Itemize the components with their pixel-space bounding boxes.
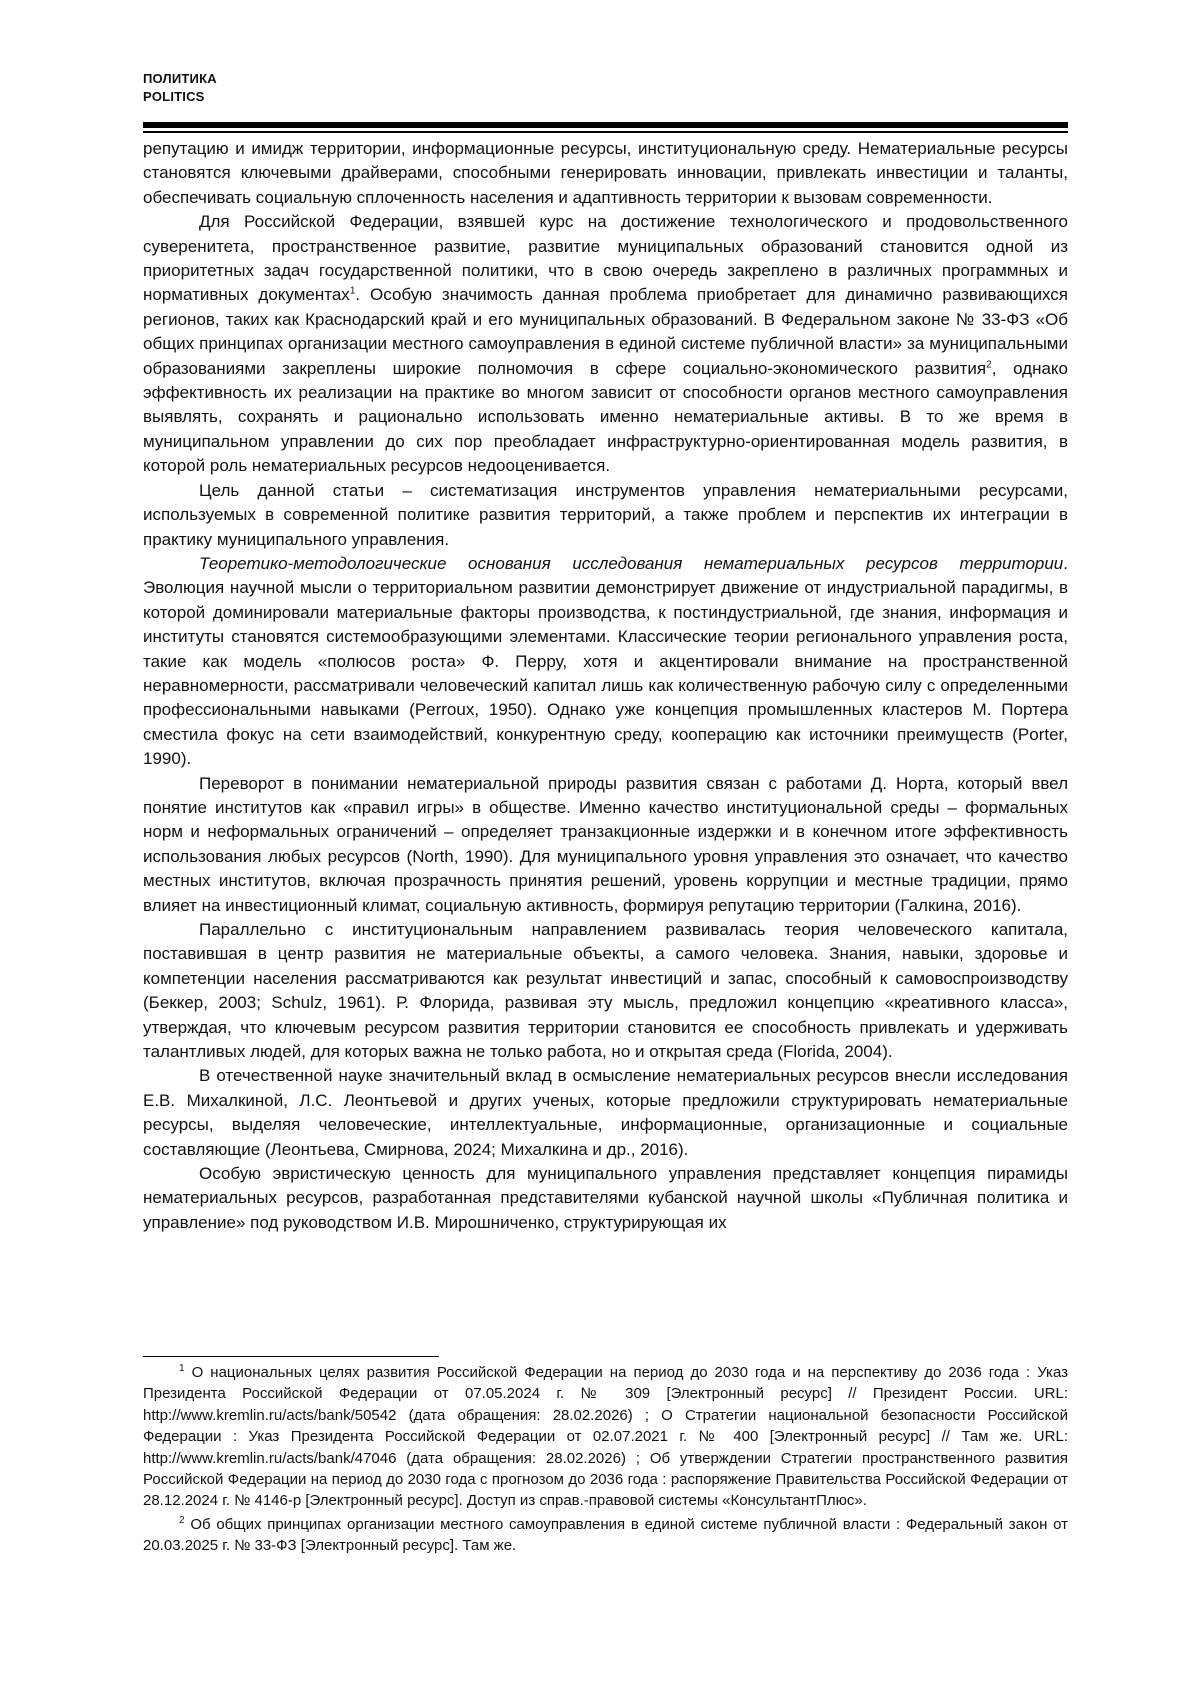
article-body <box>143 137 1068 1235</box>
paragraph-2-text-a: Для Российской Федерации, взявшей курс на достижение технологического и продовольственного суверенитета, пространственное развитие, развитие муниципальных образований становится одной из приоритетных задач государственной политики, что в свою очередь закреплено в различных программных и нормативных документах <box>143 212 1068 305</box>
footnote-2 <box>143 1514 1068 1557</box>
paragraph-3: Цель данной статьи – систематизация инструментов управления нематериальными ресурсами, используемых в современной политике развития территорий, а также проблем и перспектив их интеграции в практику муниципального управления. <box>143 480 1068 549</box>
footnote-ref-2[interactable]: 2 <box>986 359 992 370</box>
footnote-ref-1[interactable]: 1 <box>349 285 356 297</box>
paragraph-5: Переворот в понимании нематериальной природы развития связан с работами Д. Норта, который ввел понятие институтов как «правил игры» в обществе. Именно качество институциональной среды – формальных норм и неформальных ограничений – определяет транзакционные издержки и в конечном итоге эффективность использования любых ресурсов (North, 1990). Для муниципального уровня управления это означает, что качество местных институтов, включая прозрачность принятия решений, уровень коррупции и местные традиции, прямо влияет на инвестиционный климат, социальную активность, формируя репутацию территории (Галкина, 2016). <box>143 773 1068 915</box>
paragraph-7: В отечественной науке значительный вклад в осмысление нематериальных ресурсов внесли исследования Е.В. Михалкиной, Л.С. Леонтьевой и других ученых, которые предложили структурировать нематериальные ресурсы, выделяя человеческие, интеллектуальные, информационные, организационные и социальные составляющие (Леонтьева, Смирнова, 2024; Михалкина и др., 2016). <box>143 1066 1068 1159</box>
paragraph-4 <box>143 552 1068 772</box>
running-head <box>143 70 217 106</box>
paragraph-6: Параллельно с институциональным направлением развивалась теория человеческого капитала, поставившая в центр развития не материальные объекты, а самого человека. Знания, навыки, здоровье и компетенции населения рассматриваются как результат инвестиций и запас, способный к самовоспроизводству (Беккер, 2003; Schulz, 1961). Р. Флорида, развивая эту мысль, предложил концепцию «креативного класса», утверждая, что ключевым ресурсом развития территории становится ее способность привлекать и удерживать талантливых людей, для которых важна не только работа, но и открытая среда (Florida, 2004). <box>143 920 1068 1062</box>
footnote-1 <box>143 1362 1068 1512</box>
footnote-2-text: Об общих принципах организации местного самоуправления в единой системе публичной власти : Федеральный закон от 20.03.2025 г. № 33-ФЗ [Электронный ресурс]. Там же. <box>143 1515 1068 1555</box>
paragraph-2-text-c: , однако эффективность их реализации на практике во многом зависит от способности органов местного самоуправления выявлять, сохранять и рационально использовать именно нематериальные активы. В то же время в муниципальном управлении до сих пор преобладает инфраструктурно-ориентированная модель развития, в которой роль нематериальных ресурсов недооценивается. <box>143 358 1068 476</box>
footnote-2-mark: 2 <box>179 1514 185 1526</box>
footnote-1-text: О национальных целях развития Российской Федерации на период до 2030 года и на перспективу до 2036 года : Указ Президента Российской Федерации от 07.05.2024 г. № 309 [Электронный ресурс] // Президент России. URL: http://www.kremlin.ru/acts/bank/50542 (дата обращения: 28.02.2026) ; О Стратегии национальной безопасности Российской Федерации : Указ Президента Российской Федерации от 02.07.2021 г. № 400 [Электронный ресурс] // Там же. URL: http://www.kremlin.ru/acts/bank/47046 (дата обращения: 28.02.2026) ; Об утверждении Стратегии пространственного развития Российской Федерации на период до 2030 года с прогнозом до 2036 года : распоряжение Правительства Российской Федерации от 28.12.2024 г. № 4146-р [Электронный ресурс]. Доступ из справ.-правовой системы «КонсультантПлюс». <box>143 1364 1068 1510</box>
paragraph-1: репутацию и имидж территории, информационные ресурсы, институциональную среду. Нематериальные ресурсы становятся ключевыми драйверами, способными генерировать инновации, привлекать инвестиции и таланты, обеспечивать социальную сплоченность населения и адаптивность территории к вызовам современности. <box>143 139 1068 207</box>
header-rule-thick <box>143 122 1068 128</box>
paragraph-8: Особую эвристическую ценность для муниципального управления представляет концепция пирамиды нематериальных ресурсов, разработанная представителями кубанской научной школы «Публичная политика и управление» под руководством И.В. Мирошниченко, структурирующая их <box>143 1164 1068 1232</box>
section-title-ru: ПОЛИТИКА <box>143 71 217 86</box>
footnote-separator <box>143 1356 439 1357</box>
section-lead-in: Теоретико-методологические основания исследования нематериальных ресурсов территории <box>199 553 1064 573</box>
footnote-1-mark: 1 <box>179 1363 185 1374</box>
header-rule-thin <box>143 131 1068 133</box>
footnotes <box>143 1362 1068 1557</box>
paragraph-2-text-b: . Особую значимость данная проблема приобретает для динамично развивающихся регионов, таких как Краснодарский край и его муниципальных образований. В Федеральном законе № 33-ФЗ «Об общих принципах организации местного самоуправления в единой системе публичной власти» за муниципальными образованиями закреплены широкие полномочия в сфере социально-экономического развития <box>143 285 1068 378</box>
paragraph-2 <box>143 210 1068 478</box>
paragraph-4-text: . Эволюция научной мысли о территориальном развитии демонстрирует движение от индустриальной парадигмы, в которой доминировали материальные факторы производства, к постиндустриальной, где знания, информация и институты становятся системообразующими элементами. Классические теории регионального управления роста, такие как модель «полюсов роста» Ф. Перру, хотя и акцентировали внимание на пространственной неравномерности, рассматривали человеческий капитал лишь как количественную рабочую силу с определенными профессиональными навыками (Perroux, 1950). Однако уже концепция промышленных кластеров М. Портера сместила фокус на сети взаимодействий, конкурентную среду, кооперацию как источники преимуществ (Porter, 1990). <box>143 553 1068 769</box>
section-title-en: POLITICS <box>143 89 205 104</box>
